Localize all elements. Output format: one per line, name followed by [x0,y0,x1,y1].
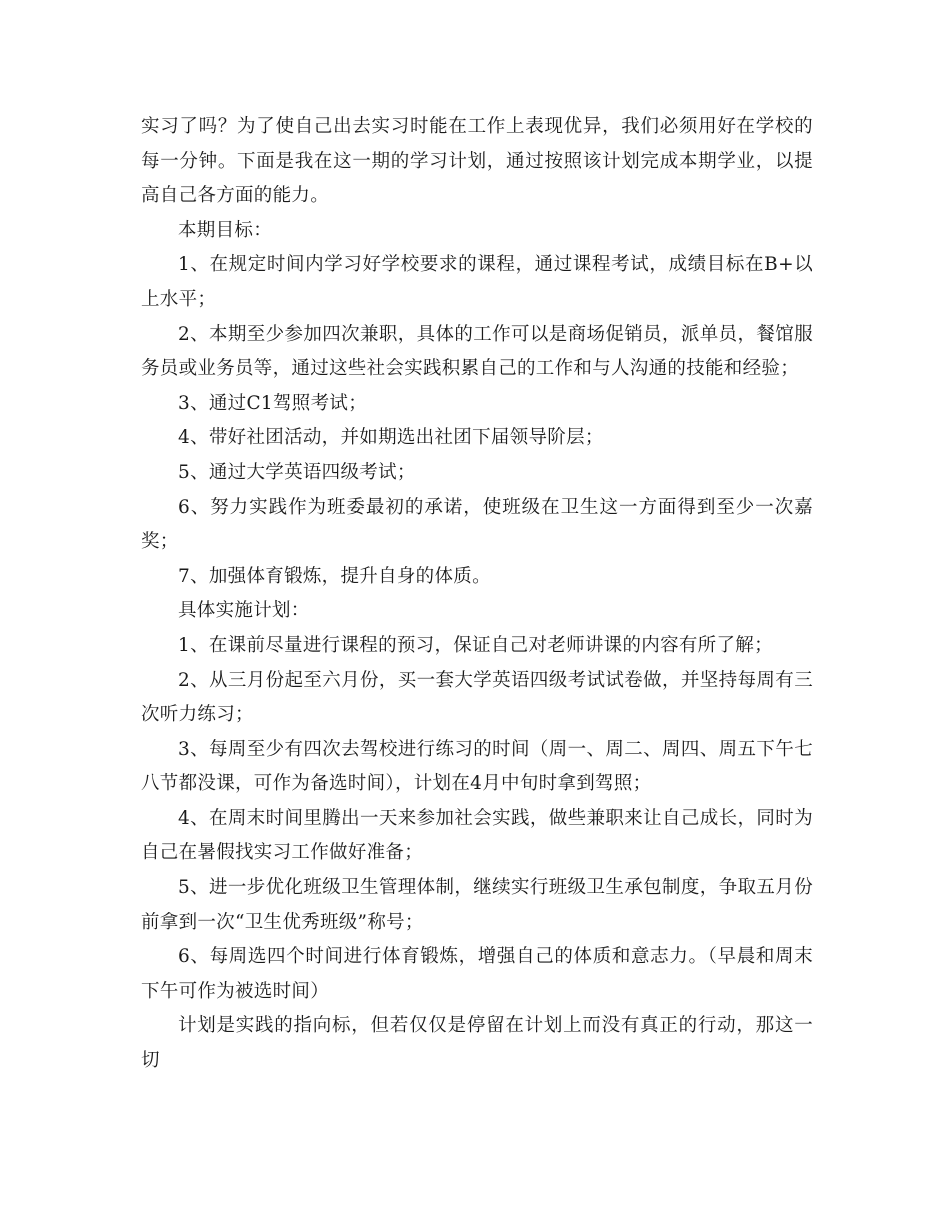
plan-item-6: 6、每周选四个时间进行体育锻炼，增强自己的体质和意志力。（早晨和周末下午可作为被选时间） [141,946,813,1002]
plan-item-5: 5、进一步优化班级卫生管理体制，继续实行班级卫生承包制度，争取五月份前拿到一次“卫生优秀班级”称号； [141,877,813,933]
goal-item-1: 1、在规定时间内学习好学校要求的课程，通过课程考试，成绩目标在B+以上水平； [141,254,813,310]
plan-item-3: 3、每周至少有四次去驾校进行练习的时间（周一、周二、周四、周五下午七八节都没课，可作为备选时间），计划在4月中旬时拿到驾照； [141,738,813,795]
goal-item-3: 3、通过C1驾照考试； [178,392,367,414]
heading-plan: 具体实施计划： [178,600,310,622]
goal-item-6: 6、努力实践作为班委最初的承诺，使班级在卫生这一方面得到至少一次嘉奖； [141,496,813,553]
plan-item-2: 2、从三月份起至六月份，买一套大学英语四级考试试卷做，并坚持每周有三次听力练习； [141,669,813,726]
heading-goals: 本期目标： [178,219,273,241]
goal-item-2: 2、本期至少参加四次兼职，具体的工作可以是商场促销员，派单员，餐馆服务员或业务员等，通过这些社会实践积累自己的工作和与人沟通的技能和经验； [141,323,813,380]
goal-item-4: 4、带好社团活动，并如期选出社团下届领导阶层； [178,427,604,449]
goal-item-5: 5、通过大学英语四级考试； [178,461,416,483]
document-page [141,110,813,1079]
paragraph-closing: 计划是实践的指向标，但若仅仅是停留在计划上而没有真正的行动，那这一切 [141,1015,813,1072]
goal-item-7: 7、加强体育锻炼，提升自身的体质。 [178,565,491,587]
plan-item-1: 1、在课前尽量进行课程的预习，保证自己对老师讲课的内容有所了解； [178,634,773,656]
paragraph-intro: 实习了吗？为了使自己出去实习时能在工作上表现优异，我们必须用好在学校的每一分钟。下面是我在这一期的学习计划，通过按照该计划完成本期学业，以提高自己各方面的能力。 [141,116,813,207]
plan-item-4: 4、在周末时间里腾出一天来参加社会实践，做些兼职来让自己成长，同时为自己在暑假找实习工作做好准备； [141,807,813,864]
